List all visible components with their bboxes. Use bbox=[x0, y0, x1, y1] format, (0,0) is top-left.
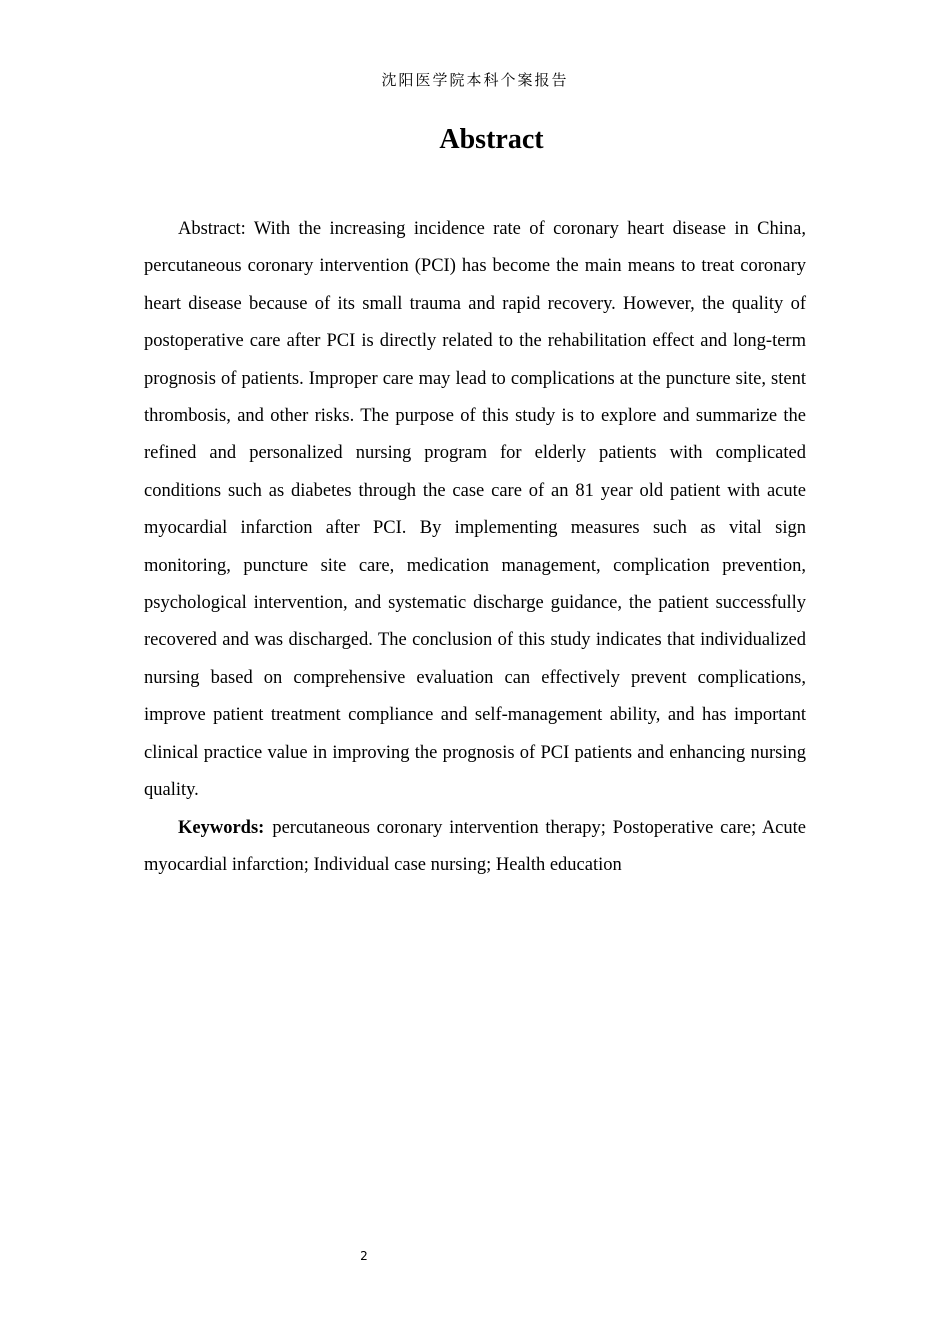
abstract-paragraph: Abstract: With the increasing incidence rate of coronary heart disease in China, percutaneous coronary intervention (PCI) has become the main means to treat coronary heart disease because of its small trauma and rapid recovery. However, the quality of postoperative care after PCI is directly related to the rehabilitation effect and long-term prognosis of patients. Improper care may lead to complications at the puncture site, stent thrombosis, and other risks. The purpose of this study is to explore and summarize the refined and personalized nursing program for elderly patients with complicated conditions such as diabetes through the case care of an 81 year old patient with acute myocardial infarction after PCI. By implementing measures such as vital sign monitoring, puncture site care, medication management, complication prevention, psychological intervention, and systematic discharge guidance, the patient successfully recovered and was discharged. The conclusion of this study indicates that individualized nursing based on comprehensive evaluation can effectively prevent complications, improve patient treatment compliance and self-management ability, and has important clinical practice value in improving the prognosis of PCI patients and enhancing nursing quality. bbox=[144, 219, 806, 801]
page-title: Abstract bbox=[439, 124, 544, 155]
abstract-section bbox=[144, 211, 806, 884]
keywords-text: percutaneous coronary intervention therapy; Postoperative care; Acute myocardial infarction; Individual case nursing; Health education bbox=[144, 817, 806, 875]
keywords-label: Keywords: bbox=[178, 817, 265, 838]
page-number: 2 bbox=[360, 1249, 368, 1263]
keywords-paragraph bbox=[144, 810, 806, 885]
running-header: 沈阳医学院本科个案报告 bbox=[381, 71, 569, 89]
